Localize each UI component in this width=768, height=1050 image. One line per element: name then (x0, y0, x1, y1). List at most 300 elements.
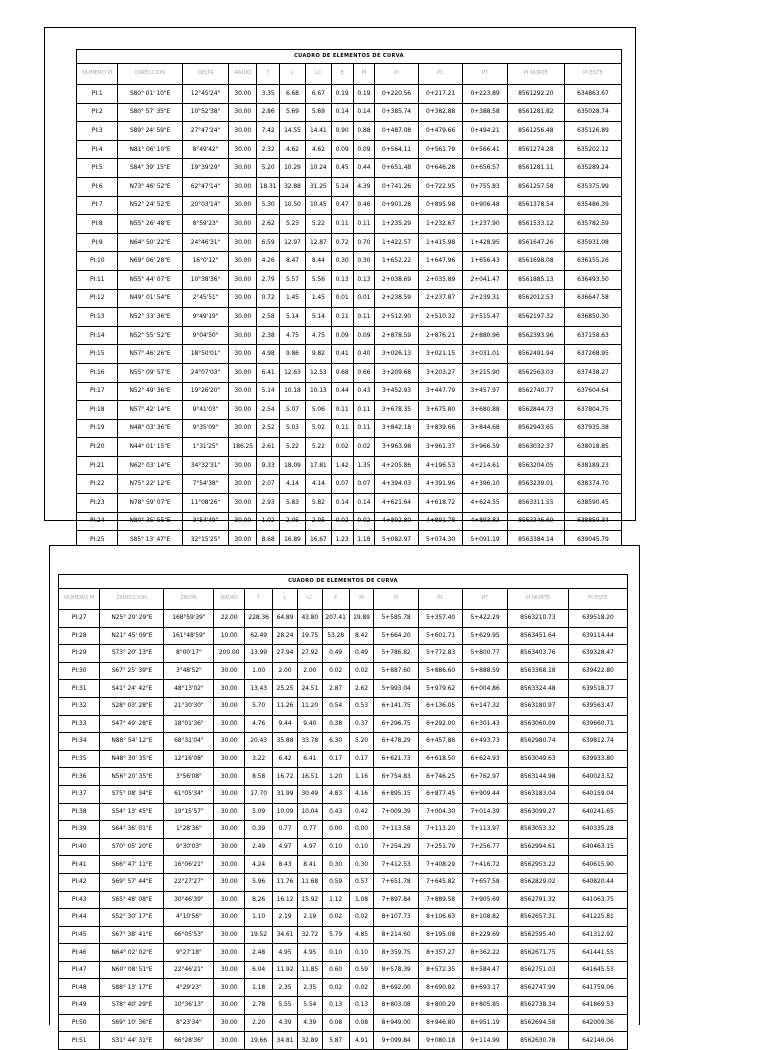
table-cell: 14.41 (305, 122, 331, 141)
table-cell: 4+196.53 (418, 456, 463, 475)
table-cell: 8°00'17" (164, 645, 214, 663)
table-cell: 635486.39 (564, 196, 621, 215)
table-cell: 5.57 (279, 270, 305, 289)
table-cell: 2.05 (279, 512, 305, 531)
table-cell: PI:27 (59, 610, 100, 628)
table-cell: 43.80 (297, 610, 322, 628)
table-row (59, 909, 628, 927)
table-cell: 0.11 (353, 401, 375, 420)
table-cell: 207.41 (322, 610, 349, 628)
table-cell: 7+113.58 (374, 821, 418, 839)
table-cell: 8561281.82 (507, 103, 564, 122)
table-row (59, 891, 628, 909)
table-cell: 1+422.57 (375, 233, 419, 252)
column-header: T (257, 64, 280, 85)
table-cell: 4.16 (349, 785, 374, 803)
table-cell: 30.00 (229, 326, 257, 345)
table-cell: 4.14 (279, 475, 305, 494)
table-cell: 5.20 (257, 159, 280, 178)
table-cell: 28.24 (273, 627, 298, 645)
table-cell: PI:8 (77, 215, 118, 234)
table-cell: 10°36'13" (164, 997, 214, 1015)
table-cell: 2.35 (273, 979, 298, 997)
table-cell: 30.00 (214, 979, 245, 997)
table-cell: 5+886.60 (418, 662, 462, 680)
table-cell: 9°27'18" (164, 944, 214, 962)
table-row (77, 512, 622, 531)
table-cell: 0.14 (353, 103, 375, 122)
table-cell: 0.09 (353, 326, 375, 345)
table-cell: 4.75 (305, 326, 331, 345)
table-cell: 8.26 (245, 891, 273, 909)
table-cell: 8561885.13 (507, 270, 564, 289)
table-cell: N80° 35' 55"E (118, 512, 182, 531)
table-cell: 0.40 (353, 345, 375, 364)
table-cell: 8+357.27 (418, 944, 462, 962)
table-cell: 641441.55 (568, 944, 627, 962)
table-row (77, 494, 622, 513)
table-cell: 8561698.08 (507, 252, 564, 271)
table-cell: 8.58 (245, 768, 273, 786)
table-cell: 8.47 (279, 252, 305, 271)
table-cell: 2+510.32 (418, 308, 463, 327)
table-cell: 0.13 (353, 270, 375, 289)
table-cell: 4+214.61 (463, 456, 508, 475)
table-cell: PI:39 (59, 821, 100, 839)
table-cell: 5+979.62 (418, 680, 462, 698)
table-row (77, 419, 622, 438)
table-cell: 3+457.97 (463, 382, 508, 401)
table-cell: 35.88 (273, 733, 298, 751)
column-header: L (279, 64, 305, 85)
table-cell: 635126.89 (564, 122, 621, 141)
table-cell: S80° 01' 10"E (118, 85, 182, 104)
table-cell: 639563.47 (568, 697, 627, 715)
table-cell: 2+239.31 (463, 289, 508, 308)
table-cell: 8563324.48 (507, 680, 568, 698)
table-cell: PI:33 (59, 715, 100, 733)
table-cell: N56° 20' 35"E (100, 768, 164, 786)
table-cell: 30.00 (229, 531, 257, 550)
table-cell: 0.72 (257, 289, 280, 308)
table-cell: 31.99 (273, 785, 298, 803)
table-cell: 2.62 (349, 680, 374, 698)
table-cell: 4.76 (245, 715, 273, 733)
table-cell: 4.95 (273, 944, 298, 962)
table-cell: 640615.90 (568, 856, 627, 874)
table-cell: 48°13'02" (164, 680, 214, 698)
table-cell: 635931.08 (564, 233, 621, 252)
table-cell: 8562671.75 (507, 944, 568, 962)
table-title: CUADRO DE ELEMENTOS DE CURVA (59, 575, 628, 589)
column-header: DIRECCION (118, 64, 182, 85)
table-cell: 8561281.11 (507, 159, 564, 178)
table-cell: 3.22 (245, 750, 273, 768)
table-cell: 16.12 (273, 891, 298, 909)
table-cell: 21°30'30" (164, 697, 214, 715)
table-cell: N73° 46' 52"E (118, 177, 182, 196)
table-cell: PI:7 (77, 196, 118, 215)
table-cell: N81° 06' 10"E (118, 140, 182, 159)
table-cell: 1+656.43 (463, 252, 508, 271)
table-row (77, 159, 622, 178)
table-cell: 30.00 (229, 308, 257, 327)
table-cell: 6.68 (279, 85, 305, 104)
table-cell: 30.00 (229, 456, 257, 475)
table-cell: 30.00 (214, 909, 245, 927)
table-cell: 30.00 (229, 494, 257, 513)
table-cell: 8563144.98 (507, 768, 568, 786)
table-cell: 635289.24 (564, 159, 621, 178)
table-cell: 1.18 (353, 531, 375, 550)
table-cell: 10.29 (279, 159, 305, 178)
table-row (77, 215, 622, 234)
table-row (59, 697, 628, 715)
table-cell: 4.62 (279, 140, 305, 159)
table-cell: S66° 47' 11"E (100, 856, 164, 874)
table-cell: 30.00 (229, 103, 257, 122)
table-cell: N75° 22' 12"E (118, 475, 182, 494)
table-cell: 0.30 (322, 856, 349, 874)
table-cell: 0.09 (353, 140, 375, 159)
table-cell: 2+876.21 (418, 326, 463, 345)
table-cell: 639518.20 (568, 610, 627, 628)
table-cell: PI:18 (77, 401, 118, 420)
table-cell: PI:37 (59, 785, 100, 803)
table-cell: PI:13 (77, 308, 118, 327)
table-cell: 1+428.95 (463, 233, 508, 252)
table-cell: 0.07 (353, 475, 375, 494)
table-cell: 5+601.71 (418, 627, 462, 645)
table-cell: 16°0'12" (182, 252, 229, 271)
table-cell: 8+572.35 (418, 961, 462, 979)
table-cell: 7+251.79 (418, 838, 462, 856)
drawing-sheet-1 (44, 27, 636, 544)
table-row (77, 308, 622, 327)
table-cell: 10.09 (273, 803, 298, 821)
table-cell: 8563060.09 (507, 715, 568, 733)
table-cell: 30.00 (229, 270, 257, 289)
table-cell: PI:48 (59, 979, 100, 997)
table-cell: 27.94 (273, 645, 298, 663)
table-cell: N55° 09' 57"E (118, 363, 182, 382)
table-cell: 642009.36 (568, 1014, 627, 1032)
table-cell: N52° 33' 36"E (118, 308, 182, 327)
table-cell: 9°35'09" (182, 419, 229, 438)
table-cell: 4+394.03 (375, 475, 419, 494)
table-cell: 6+004.86 (463, 680, 507, 698)
table-cell: 11.92 (273, 961, 298, 979)
table-cell: 30.00 (214, 715, 245, 733)
table-cell: 3+844.68 (463, 419, 508, 438)
table-cell: 8+578.39 (374, 961, 418, 979)
table-cell: 0+895.98 (418, 196, 463, 215)
table-cell: 8.68 (257, 531, 280, 550)
table-cell: PI:31 (59, 680, 100, 698)
table-cell: PI:2 (77, 103, 118, 122)
table-cell: 4.97 (273, 838, 298, 856)
table-cell: 7+416.72 (463, 856, 507, 874)
table-row (77, 401, 622, 420)
table-cell: 637158.63 (564, 326, 621, 345)
table-cell: 0+494.21 (463, 122, 508, 141)
table-row (59, 961, 628, 979)
table-cell: 638859.34 (564, 512, 621, 531)
table-cell: 641869.53 (568, 997, 627, 1015)
table-cell: 0.00 (349, 821, 374, 839)
table-cell: PI:6 (77, 177, 118, 196)
table-cell: PI:19 (77, 419, 118, 438)
table-cell: 5+074.30 (418, 531, 463, 550)
table-row (59, 610, 628, 628)
table-cell: 0.08 (322, 1014, 349, 1032)
table-cell: 0.01 (331, 289, 353, 308)
table-cell: 0.14 (331, 103, 353, 122)
table-cell: N78° 59' 07"E (118, 494, 182, 513)
table-cell: 9+080.18 (418, 1032, 462, 1050)
table-cell: 0+566.41 (463, 140, 508, 159)
column-header: DELTA (182, 64, 229, 85)
table-cell: 10.00 (214, 627, 245, 645)
table-cell: 8+946.80 (418, 1014, 462, 1032)
table-cell: 635028.74 (564, 103, 621, 122)
table-cell: S75° 08' 34"E (100, 785, 164, 803)
table-row (59, 680, 628, 698)
table-cell: 8.42 (349, 627, 374, 645)
table-cell: 5+786.82 (374, 645, 418, 663)
table-cell: 2.54 (257, 401, 280, 420)
table-cell: 5+629.95 (463, 627, 507, 645)
table-cell: 8562630.78 (507, 1032, 568, 1050)
table-cell: 30.00 (214, 662, 245, 680)
table-cell: 2°45'51" (182, 289, 229, 308)
table-cell: 7+651.78 (374, 873, 418, 891)
table-cell: 9.82 (305, 345, 331, 364)
table-cell: 5.14 (305, 308, 331, 327)
table-cell: 32.72 (297, 926, 322, 944)
table-cell: 4+391.96 (418, 475, 463, 494)
table-cell: PI:14 (77, 326, 118, 345)
table-cell: 8+107.73 (374, 909, 418, 927)
table-cell: PI:38 (59, 803, 100, 821)
table-cell: 8561257.58 (507, 177, 564, 196)
table-cell: N69° 06' 28"E (118, 252, 182, 271)
column-header: PI NORTE (507, 64, 564, 85)
table-cell: 8+362.22 (463, 944, 507, 962)
table-cell: 8563053.32 (507, 821, 568, 839)
table-cell: 0.42 (349, 803, 374, 821)
table-cell: 0.10 (322, 838, 349, 856)
table-cell: 5.14 (331, 177, 353, 196)
table-cell: 3+021.15 (418, 345, 463, 364)
table-cell: 9°04'50" (182, 326, 229, 345)
table-cell: 8563239.01 (507, 475, 564, 494)
table-cell: 8+949.00 (374, 1014, 418, 1032)
table-cell: 0.57 (349, 873, 374, 891)
table-cell: 0.09 (331, 326, 353, 345)
table-cell: 639660.71 (568, 715, 627, 733)
table-cell: 640023.52 (568, 768, 627, 786)
table-body (77, 85, 622, 568)
table-cell: 1.45 (305, 289, 331, 308)
table-cell: 0.02 (353, 512, 375, 531)
table-cell: 32.88 (279, 177, 305, 196)
curve-elements-table-1 (76, 49, 622, 568)
table-cell: 8562563.03 (507, 363, 564, 382)
table-cell: 638018.85 (564, 438, 621, 457)
table-cell: 8+803.08 (374, 997, 418, 1015)
table-cell: 20.43 (245, 733, 273, 751)
table-row (59, 873, 628, 891)
table-cell: 0.11 (331, 401, 353, 420)
table-row (59, 979, 628, 997)
table-cell: PI:23 (77, 494, 118, 513)
table-cell: S54° 13' 45"E (100, 803, 164, 821)
table-cell: 6+746.25 (418, 768, 462, 786)
table-cell: 10°38'36" (182, 270, 229, 289)
table-cell: 641759.06 (568, 979, 627, 997)
table-cell: 8562197.32 (507, 308, 564, 327)
table-cell: 637268.95 (564, 345, 621, 364)
table-cell: 12°45'24" (182, 85, 229, 104)
table-cell: 3+203.27 (418, 363, 463, 382)
column-header: T (245, 589, 273, 610)
table-cell: 3+215.90 (463, 363, 508, 382)
table-cell: 200.00 (214, 645, 245, 663)
header-row (77, 64, 622, 85)
table-cell: 7+408.29 (418, 856, 462, 874)
table-cell: 0.72 (331, 233, 353, 252)
table-cell: 6+457.86 (418, 733, 462, 751)
table-cell: 11.76 (273, 873, 298, 891)
table-cell: 0+385.74 (375, 103, 419, 122)
table-cell: 68°31'04" (164, 733, 214, 751)
table-cell: 30.49 (297, 785, 322, 803)
table-cell: 30.00 (229, 215, 257, 234)
table-cell: 8563210.73 (507, 610, 568, 628)
table-cell: S64° 36' 01"E (100, 821, 164, 839)
column-header: PT (463, 589, 507, 610)
table-cell: 8562740.77 (507, 382, 564, 401)
table-cell: 6+301.43 (463, 715, 507, 733)
table-row (59, 838, 628, 856)
table-cell: 6.41 (257, 363, 280, 382)
table-cell: 0.02 (349, 662, 374, 680)
table-cell: 15.92 (297, 891, 322, 909)
table-cell: 8+690.82 (418, 979, 462, 997)
table-cell: 0.49 (349, 645, 374, 663)
table-cell: 9°41'03" (182, 401, 229, 420)
table-cell: 0.14 (331, 494, 353, 513)
table-cell: 2.48 (245, 944, 273, 962)
table-cell: 0.00 (322, 821, 349, 839)
table-cell: 0.13 (331, 270, 353, 289)
table-cell: 638590.45 (564, 494, 621, 513)
table-cell: 64.89 (273, 610, 298, 628)
curve-elements-table-2 (58, 574, 628, 1050)
table-cell: 3°54'49" (182, 512, 229, 531)
table-row (77, 326, 622, 345)
table-row (77, 85, 622, 104)
table-cell: S78° 40' 29"E (100, 997, 164, 1015)
table-cell: 30.00 (229, 177, 257, 196)
table-cell: 8562012.53 (507, 289, 564, 308)
table-cell: 0.02 (331, 438, 353, 457)
table-cell: 7+004.30 (418, 803, 462, 821)
table-cell: PI:4 (77, 140, 118, 159)
table-cell: N44° 01' 15"E (118, 438, 182, 457)
table-row (77, 363, 622, 382)
table-cell: 6+478.29 (374, 733, 418, 751)
table-cell: 8563368.18 (507, 662, 568, 680)
table-cell: 1+235.29 (375, 215, 419, 234)
table-cell: 2.07 (257, 475, 280, 494)
table-cell: 8561378.54 (507, 196, 564, 215)
table-cell: 5+422.29 (463, 610, 507, 628)
table-cell: 1.23 (331, 531, 353, 550)
table-cell: 1.10 (245, 909, 273, 927)
table-cell: 30.00 (229, 196, 257, 215)
table-cell: 5.06 (305, 401, 331, 420)
column-header: NUMERO PI (59, 589, 100, 610)
table-cell: 33.78 (297, 733, 322, 751)
table-cell: 0.39 (245, 821, 273, 839)
table-cell: 2.87 (322, 680, 349, 698)
table-row (59, 1032, 628, 1050)
table-cell: 66°05'53" (164, 926, 214, 944)
table-cell: 9.33 (257, 456, 280, 475)
table-cell: 2.19 (297, 909, 322, 927)
table-cell: 635202.12 (564, 140, 621, 159)
table-cell: N52° 55' 52"E (118, 326, 182, 345)
table-cell: 12.87 (305, 233, 331, 252)
table-cell: 8561647.26 (507, 233, 564, 252)
table-cell: 1+415.98 (418, 233, 463, 252)
table-cell: 4.85 (349, 926, 374, 944)
table-cell: 0.47 (331, 196, 353, 215)
table-cell: 0.66 (353, 363, 375, 382)
table-row (59, 821, 628, 839)
table-cell: 4.39 (273, 1014, 298, 1032)
table-cell: 3+026.13 (375, 345, 419, 364)
table-cell: 0.41 (331, 345, 353, 364)
table-cell: 61°05'34" (164, 785, 214, 803)
table-cell: 11.20 (297, 697, 322, 715)
table-cell: S41° 24' 42"E (100, 680, 164, 698)
table-cell: 1.35 (353, 456, 375, 475)
table-cell: 4.75 (279, 326, 305, 345)
column-header: PI (374, 589, 418, 610)
column-header: PI NORTE (507, 589, 568, 610)
table-cell: 6+754.83 (374, 768, 418, 786)
table-cell: 8+229.69 (463, 926, 507, 944)
table-cell: 10.04 (297, 803, 322, 821)
table-cell: 53.28 (322, 627, 349, 645)
table-cell: 5+887.60 (374, 662, 418, 680)
table-cell: 4.91 (349, 1032, 374, 1050)
table-cell: S80° 57' 35"E (118, 103, 182, 122)
table-cell: S67° 25' 39"E (100, 662, 164, 680)
table-cell: N57° 42' 14"E (118, 401, 182, 420)
table-cell: 636647.58 (564, 289, 621, 308)
table-cell: 12.97 (279, 233, 305, 252)
table-cell: 8563384.14 (507, 531, 564, 550)
table-cell: 0.88 (353, 122, 375, 141)
table-cell: 8.41 (297, 856, 322, 874)
table-cell: 9.40 (297, 715, 322, 733)
table-cell: 7+657.58 (463, 873, 507, 891)
table-cell: 0+564.11 (375, 140, 419, 159)
